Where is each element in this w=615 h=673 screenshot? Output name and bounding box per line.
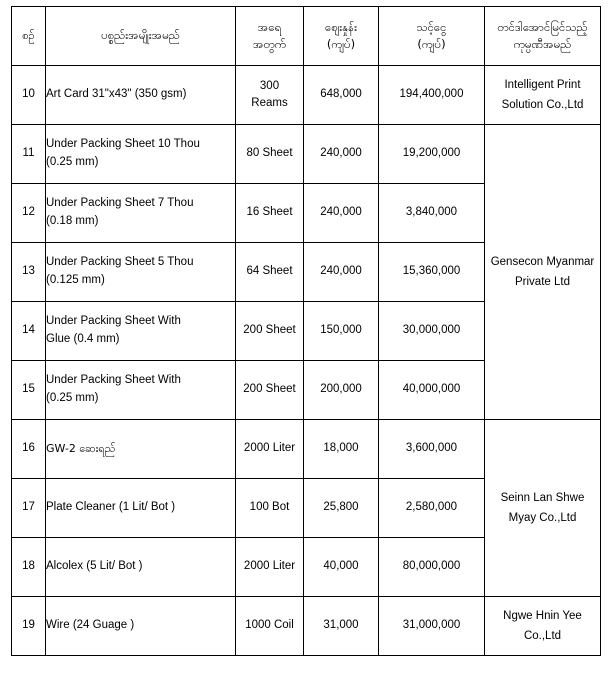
table-row [12,420,601,479]
column-header-quantity: အရေ အတွက် [236,7,304,66]
column-header-supplier: တင်ဒါအောင်မြင်သည့် ကုမ္ပဏီအမည် [485,7,601,66]
row-amount: 2,580,000 [379,479,485,538]
column-header-unit-price: ဈေးနှုန်း (ကျပ်) [304,7,379,66]
row-amount: 40,000,000 [379,361,485,420]
row-quantity: 16 Sheet [236,184,304,243]
row-amount: 19,200,000 [379,125,485,184]
row-quantity: 2000 Liter [236,538,304,597]
row-serial: 10 [12,66,46,125]
column-header-item-name: ပစ္စည်းအမျိုးအမည် [46,7,236,66]
row-description: Wire (24 Guage ) [46,597,236,656]
row-quantity: 64 Sheet [236,243,304,302]
row-description: Under Packing Sheet 7 Thou (0.18 mm) [46,184,236,243]
row-serial: 13 [12,243,46,302]
document-page [0,6,615,673]
row-quantity: 200 Sheet [236,302,304,361]
row-serial: 19 [12,597,46,656]
row-quantity: 1000 Coil [236,597,304,656]
row-serial: 12 [12,184,46,243]
row-supplier: Gensecon Myanmar Private Ltd [485,125,601,420]
row-supplier: Ngwe Hnin Yee Co.,Ltd [485,597,601,656]
row-amount: 194,400,000 [379,66,485,125]
header-row [12,7,601,66]
row-unit-price: 648,000 [304,66,379,125]
column-header-serial: စဉ် [12,7,46,66]
row-amount: 3,840,000 [379,184,485,243]
row-quantity: 2000 Liter [236,420,304,479]
row-amount: 80,000,000 [379,538,485,597]
row-unit-price: 40,000 [304,538,379,597]
row-quantity: 100 Bot [236,479,304,538]
row-description: Alcolex (5 Lit/ Bot ) [46,538,236,597]
row-quantity: 80 Sheet [236,125,304,184]
row-description: Under Packing Sheet 10 Thou (0.25 mm) [46,125,236,184]
row-unit-price: 150,000 [304,302,379,361]
row-quantity: 200 Sheet [236,361,304,420]
table-row [12,125,601,184]
row-unit-price: 240,000 [304,125,379,184]
row-supplier: Intelligent Print Solution Co.,Ltd [485,66,601,125]
row-amount: 3,600,000 [379,420,485,479]
row-serial: 16 [12,420,46,479]
row-description: Plate Cleaner (1 Lit/ Bot ) [46,479,236,538]
row-amount: 31,000,000 [379,597,485,656]
row-serial: 15 [12,361,46,420]
table-header [12,7,601,66]
row-unit-price: 25,800 [304,479,379,538]
row-amount: 15,360,000 [379,243,485,302]
row-unit-price: 18,000 [304,420,379,479]
row-supplier: Seinn Lan Shwe Myay Co.,Ltd [485,420,601,597]
column-header-amount: သင့်ငွေ (ကျပ်) [379,7,485,66]
table-row [12,597,601,656]
tender-results-table [11,6,601,656]
row-unit-price: 240,000 [304,243,379,302]
row-serial: 17 [12,479,46,538]
row-unit-price: 200,000 [304,361,379,420]
table-row [12,66,601,125]
row-amount: 30,000,000 [379,302,485,361]
row-serial: 18 [12,538,46,597]
table-body [12,66,601,656]
row-description: GW-2 ဆေးရည် [46,420,236,479]
row-description: Under Packing Sheet With Glue (0.4 mm) [46,302,236,361]
row-description: Under Packing Sheet 5 Thou (0.125 mm) [46,243,236,302]
row-description: Art Card 31"x43" (350 gsm) [46,66,236,125]
row-description: Under Packing Sheet With (0.25 mm) [46,361,236,420]
row-quantity: 300 Reams [236,66,304,125]
row-unit-price: 31,000 [304,597,379,656]
row-unit-price: 240,000 [304,184,379,243]
row-serial: 14 [12,302,46,361]
row-serial: 11 [12,125,46,184]
